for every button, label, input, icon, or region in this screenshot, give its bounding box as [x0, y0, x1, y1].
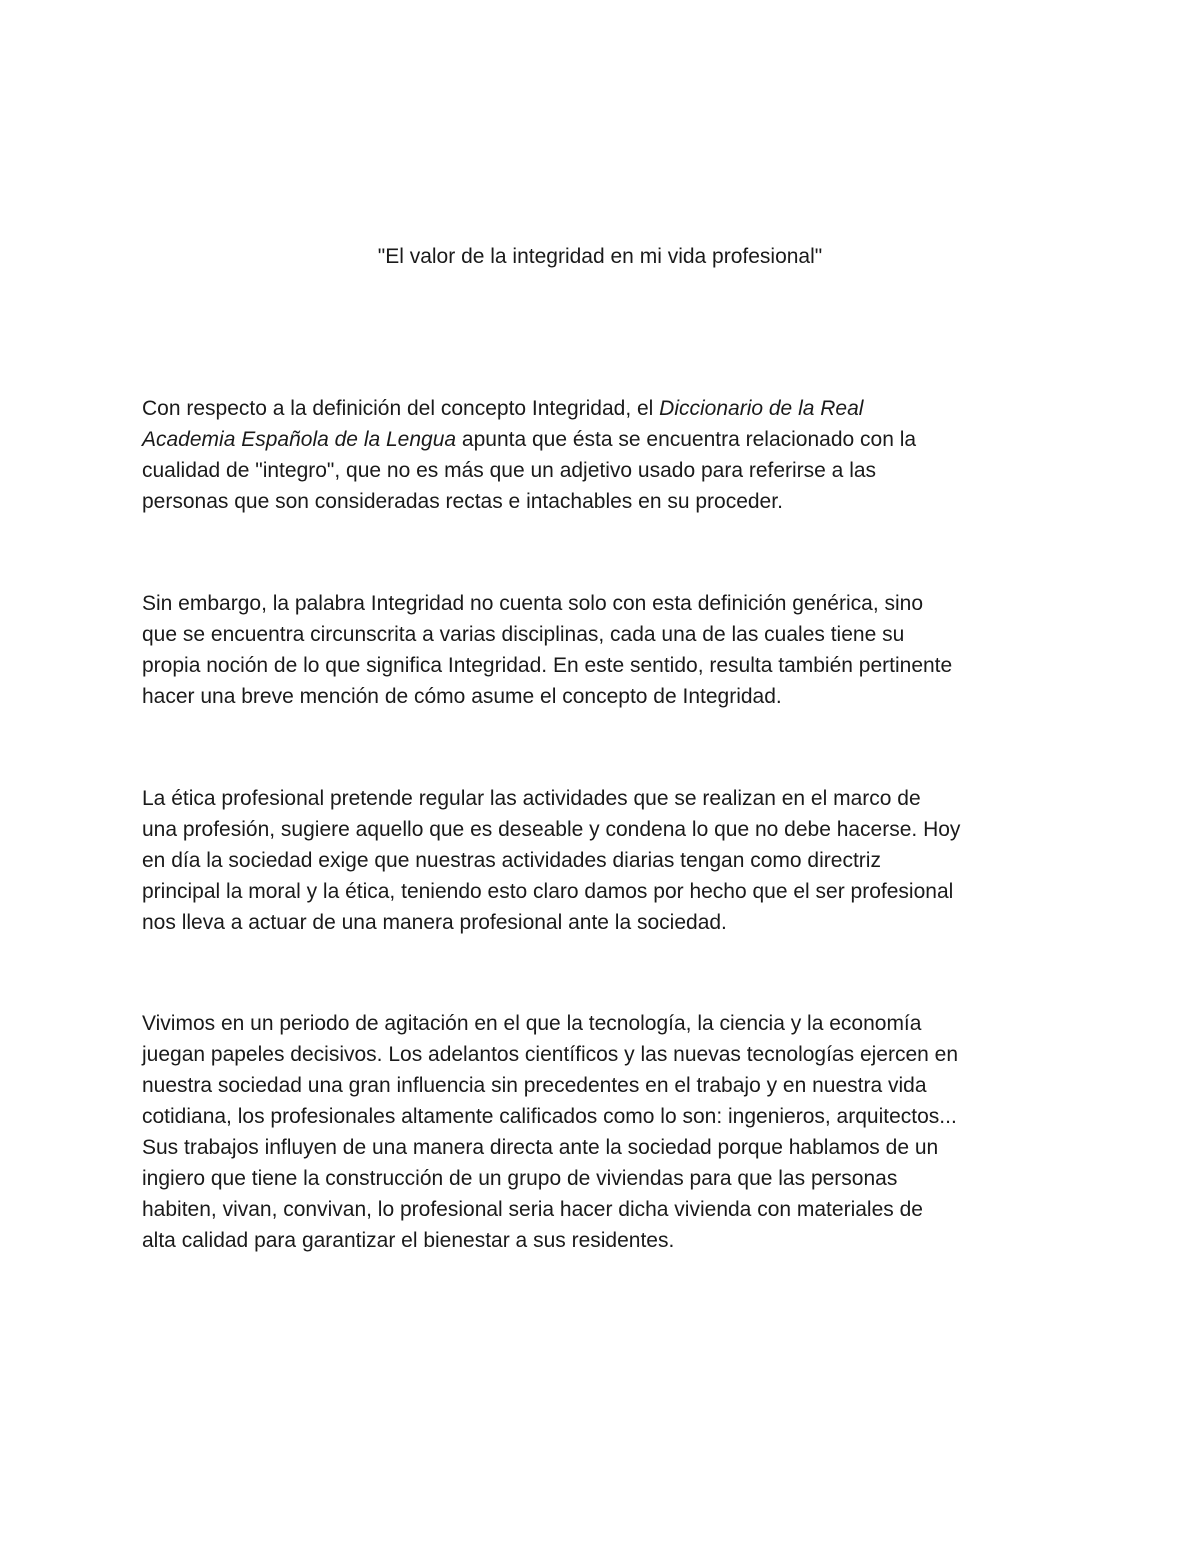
paragraph-line: alta calidad para garantizar el bienestar a sus residentes.	[142, 1229, 675, 1252]
paragraph-line: Sin embargo, la palabra Integridad no cuenta solo con esta definición genérica, sino	[142, 592, 924, 615]
paragraph-line: hacer una breve mención de cómo asume el concepto de Integridad.	[142, 685, 782, 708]
paragraph-disciplines	[142, 588, 1072, 712]
paragraph-line	[142, 393, 1072, 424]
italic-text-run: Diccionario de la Real	[659, 397, 864, 420]
paragraph-line: ingiero que tiene la construcción de un grupo de viviendas para que las personas	[142, 1167, 898, 1190]
paragraph-line: juegan papeles decisivos. Los adelantos científicos y las nuevas tecnologías ejercen en	[142, 1043, 959, 1066]
paragraph-line: nuestra sociedad una gran influencia sin precedentes en el trabajo y en nuestra vida	[142, 1074, 927, 1097]
paragraph-line: propia noción de lo que significa Integridad. En este sentido, resulta también pertinente	[142, 654, 953, 677]
paragraph-line: Vivimos en un periodo de agitación en el que la tecnología, la ciencia y la economía	[142, 1012, 922, 1035]
paragraph-line: cotidiana, los profesionales altamente calificados como lo son: ingenieros, arquitectos...	[142, 1105, 957, 1128]
paragraph-line	[142, 424, 1072, 455]
paragraph-line: personas que son consideradas rectas e intachables en su proceder.	[142, 490, 783, 513]
paragraph-line: nos lleva a actuar de una manera profesional ante la sociedad.	[142, 911, 727, 934]
paragraph-line: principal la moral y la ética, teniendo esto claro damos por hecho que el ser profesional	[142, 880, 954, 903]
italic-text-run: Academia Española de la Lengua	[142, 428, 457, 451]
paragraph-line: La ética profesional pretende regular las actividades que se realizan en el marco de	[142, 787, 921, 810]
text-run: Con respecto a la definición del concepto Integridad, el	[142, 397, 660, 420]
paragraph-line: Sus trabajos influyen de una manera directa ante la sociedad porque hablamos de un	[142, 1136, 939, 1159]
document-title: "El valor de la integridad en mi vida profesional"	[377, 245, 823, 268]
paragraph-definition	[142, 393, 1072, 517]
paragraph-line: cualidad de "integro", que no es más que un adjetivo usado para referirse a las	[142, 459, 877, 482]
paragraph-line: que se encuentra circunscrita a varias disciplinas, cada una de las cuales tiene su	[142, 623, 905, 646]
paragraph-professional-ethics	[142, 783, 1072, 938]
paragraph-technology	[142, 1008, 1072, 1256]
paragraph-line: en día la sociedad exige que nuestras actividades diarias tengan como directriz	[142, 849, 881, 872]
text-run: apunta que ésta se encuentra relacionado con la	[456, 428, 917, 451]
paragraph-line: una profesión, sugiere aquello que es deseable y condena lo que no debe hacerse. Hoy	[142, 818, 961, 841]
paragraph-line: habiten, vivan, convivan, lo profesional seria hacer dicha vivienda con materiales de	[142, 1198, 923, 1221]
